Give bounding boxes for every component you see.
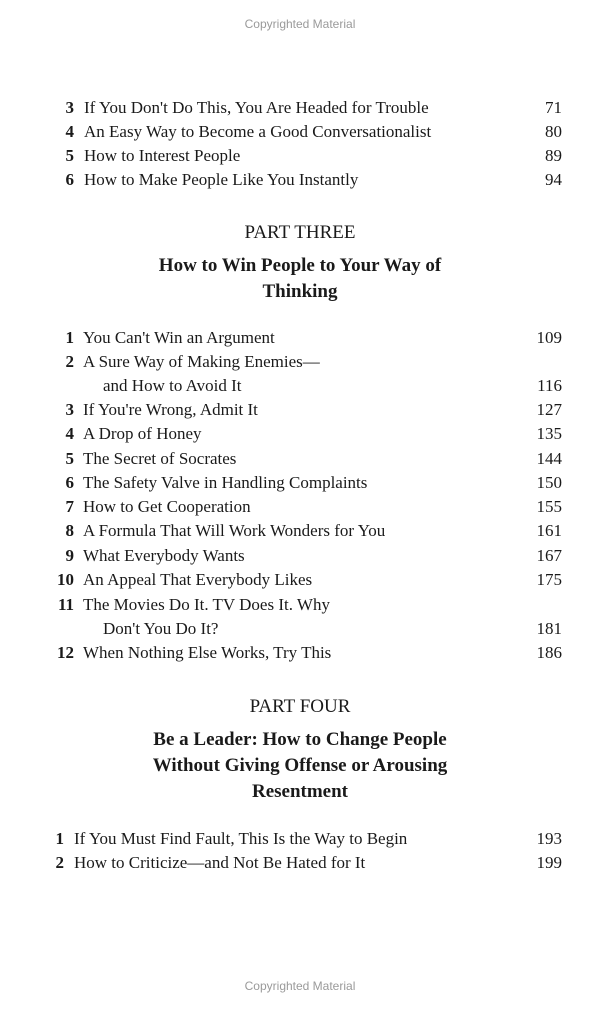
toc-entry[interactable] (0, 96, 600, 120)
toc-entry[interactable] (0, 641, 600, 665)
chapter-number: 4 (65, 424, 74, 443)
copyright-watermark-top: Copyrighted Material (244, 17, 356, 31)
part-three-title-line2: Thinking (262, 281, 338, 302)
toc-entry[interactable] (0, 827, 600, 851)
chapter-title: A Sure Way of Making Enemies— (83, 352, 320, 371)
toc-entry[interactable] (0, 568, 600, 592)
page-number: 181 (536, 619, 562, 638)
page-number: 167 (536, 546, 562, 565)
toc-entry[interactable] (0, 851, 600, 875)
part-three-label: PART THREE (244, 222, 356, 243)
part-four-title-line2: Without Giving Offense or Arousing (152, 755, 448, 776)
page-number: 144 (536, 449, 562, 468)
chapter-number: 5 (65, 146, 74, 165)
page-number: 109 (536, 328, 562, 347)
chapter-number: 11 (57, 595, 74, 614)
page-number: 186 (536, 643, 562, 662)
page-number: 161 (536, 521, 562, 540)
page-number: 94 (545, 170, 562, 189)
chapter-number: 10 (57, 570, 74, 589)
chapter-title: The Movies Do It. TV Does It. Why (83, 595, 330, 614)
toc-entry[interactable] (0, 120, 600, 144)
page-number: 127 (536, 400, 562, 419)
chapter-title: If You Must Find Fault, This Is the Way to Begin (74, 829, 408, 848)
page-number: 116 (537, 376, 562, 395)
page-number: 135 (536, 424, 562, 443)
chapter-number: 5 (65, 449, 74, 468)
page-number: 80 (545, 122, 562, 141)
toc-entry[interactable] (0, 326, 600, 350)
chapter-title: You Can't Win an Argument (83, 328, 275, 347)
toc-entry[interactable] (0, 398, 600, 422)
part-four-title-line1: Be a Leader: How to Change People (153, 729, 447, 750)
chapter-title: When Nothing Else Works, Try This (83, 643, 332, 662)
chapter-title: The Safety Valve in Handling Complaints (83, 473, 368, 492)
chapter-title: A Drop of Honey (83, 424, 202, 443)
toc-entry[interactable] (0, 495, 600, 519)
chapter-title: Don't You Do It? (103, 619, 219, 638)
chapter-number: 1 (55, 829, 64, 848)
chapter-number: 4 (65, 122, 74, 141)
toc-entry[interactable] (0, 168, 600, 192)
page-number: 89 (545, 146, 562, 165)
toc-entry[interactable] (0, 519, 600, 543)
page-number: 193 (536, 829, 562, 848)
chapter-number: 8 (65, 521, 74, 540)
toc-entry[interactable] (0, 447, 600, 471)
part-four-label: PART FOUR (249, 696, 351, 717)
page-number: 175 (536, 570, 562, 589)
chapter-title: How to Criticize—and Not Be Hated for It (74, 853, 366, 872)
page-number: 150 (536, 473, 562, 492)
page-number: 71 (545, 98, 562, 117)
page-number: 199 (536, 853, 562, 872)
part-four-title-line3: Resentment (251, 781, 349, 802)
chapter-title: How to Interest People (84, 146, 241, 165)
chapter-number: 12 (57, 643, 74, 662)
part-three-title-line1: How to Win People to Your Way of (158, 255, 442, 276)
chapter-title: How to Make People Like You Instantly (84, 170, 359, 189)
chapter-number: 6 (65, 170, 74, 189)
chapter-title: What Everybody Wants (83, 546, 245, 565)
chapter-number: 7 (65, 497, 74, 516)
toc-entry-continuation[interactable] (0, 374, 600, 398)
toc-entry[interactable] (0, 544, 600, 568)
chapter-title: The Secret of Socrates (83, 449, 237, 468)
toc-entry[interactable] (0, 422, 600, 446)
chapter-title: A Formula That Will Work Wonders for You (83, 521, 386, 540)
chapter-title: If You Don't Do This, You Are Headed for Trouble (84, 98, 429, 117)
toc-entry[interactable] (0, 471, 600, 495)
chapter-title: An Appeal That Everybody Likes (83, 570, 313, 589)
toc-entry-continuation[interactable] (0, 617, 600, 641)
chapter-number: 2 (55, 853, 64, 872)
chapter-number: 3 (65, 98, 74, 117)
toc-entry[interactable] (0, 144, 600, 168)
chapter-number: 1 (65, 328, 74, 347)
toc-entry[interactable] (0, 593, 600, 617)
chapter-title: and How to Avoid It (103, 376, 242, 395)
chapter-number: 6 (65, 473, 74, 492)
chapter-number: 2 (65, 352, 74, 371)
copyright-watermark-bottom: Copyrighted Material (244, 979, 356, 993)
chapter-title: An Easy Way to Become a Good Conversationalist (84, 122, 432, 141)
chapter-title: How to Get Cooperation (83, 497, 251, 516)
toc-entry[interactable] (0, 350, 600, 374)
chapter-number: 9 (65, 546, 74, 565)
chapter-title: If You're Wrong, Admit It (83, 400, 258, 419)
chapter-number: 3 (65, 400, 74, 419)
page-number: 155 (536, 497, 562, 516)
